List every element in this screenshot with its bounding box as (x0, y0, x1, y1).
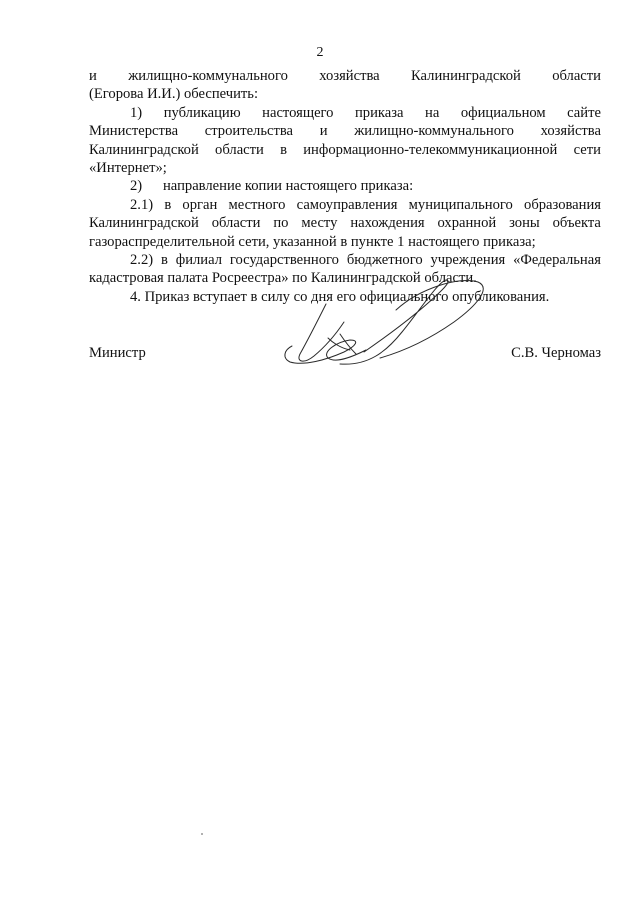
word: Калининградской (411, 68, 521, 84)
word: на (425, 104, 440, 121)
word: Калининградской (89, 141, 199, 158)
list-number: 2) (130, 178, 143, 195)
text-line-3 (89, 104, 601, 122)
word: в (160, 251, 168, 268)
word: государственного (229, 251, 339, 268)
signatory-title: Министр (89, 345, 146, 361)
text-line-8 (89, 196, 601, 214)
text-line-2: (Егорова И.И.) обеспечить: (89, 86, 259, 103)
list-text: направление копии настоящего приказа: (163, 178, 414, 195)
text-line-4 (89, 122, 601, 140)
word: жилищно-коммунального (354, 123, 514, 140)
word: хозяйства (319, 68, 380, 84)
word: области (211, 215, 261, 232)
word: публикацию (163, 104, 241, 121)
word: и (89, 68, 97, 84)
word: зоны (509, 215, 540, 232)
word: «Федеральная (513, 251, 601, 268)
word: месту (301, 215, 338, 232)
signatory-name: С.В. Черномаз (511, 345, 601, 361)
scan-dot (201, 833, 203, 835)
word: по (273, 215, 289, 232)
word: охранной (437, 215, 497, 232)
word: и (319, 123, 328, 140)
word: приказа (355, 104, 404, 121)
text-line-9 (89, 214, 601, 232)
word: жилищно-коммунального (128, 68, 288, 84)
word: области (552, 68, 601, 84)
word: настоящего (262, 104, 334, 121)
text-line-10: газораспределительной сети, указанной в пункте 1 настоящего приказа; (89, 233, 536, 250)
word: образования (524, 196, 601, 213)
list-number: 1) (130, 104, 143, 121)
text-line-1 (89, 67, 601, 85)
word: филиал (175, 251, 222, 268)
text-line-5 (89, 141, 601, 159)
list-number: 2.2) (130, 251, 154, 268)
word: объекта (552, 215, 601, 232)
word: области (215, 141, 264, 158)
page-number: 2 (316, 45, 324, 60)
word: в (164, 196, 172, 213)
word: в (280, 141, 287, 158)
word: бюджетного (346, 251, 423, 268)
word: орган (182, 196, 218, 213)
list-number: 2.1) (130, 196, 154, 213)
signature-block (89, 344, 601, 364)
word: учреждения (430, 251, 506, 268)
word: нахождения (350, 215, 425, 232)
text-line-6: «Интернет»; (89, 159, 167, 176)
word: хозяйства (540, 123, 601, 140)
word: Калининградской (89, 215, 199, 232)
word: сети (573, 141, 601, 158)
text-line-13: 4. Приказ вступает в силу со дня его официального опубликования. (130, 288, 550, 305)
text-line-11 (89, 251, 601, 269)
word: Министерства (89, 123, 179, 140)
word: сайте (567, 104, 601, 121)
word: местного (228, 196, 286, 213)
word: муниципального (408, 196, 513, 213)
word: официальном (460, 104, 546, 121)
word: строительства (204, 123, 294, 140)
text-line-12: кадастровая палата Росреестра» по Калининградской области. (89, 270, 477, 287)
text-line-7 (89, 177, 601, 195)
word: самоуправления (296, 196, 398, 213)
word: информационно-телекоммуникационной (303, 141, 558, 158)
